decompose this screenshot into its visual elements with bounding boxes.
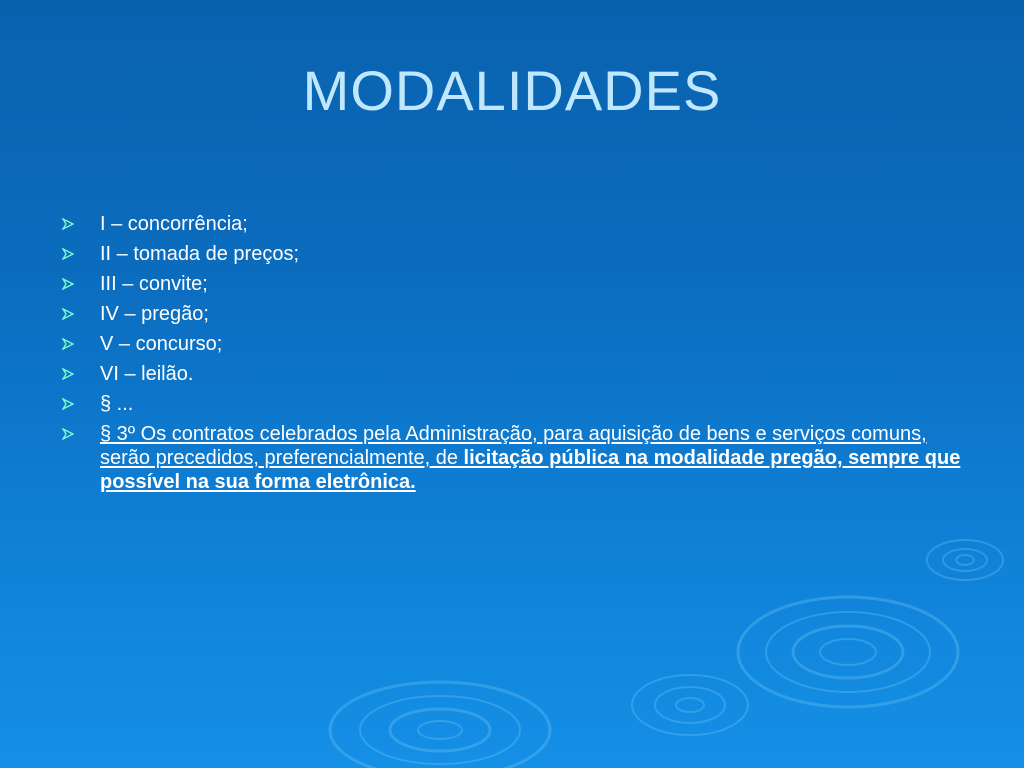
bullet-item-pregao xyxy=(60,302,965,326)
slide-title: MODALIDADES xyxy=(302,59,722,122)
arrow-bullet-icon xyxy=(62,338,74,350)
arrow-bullet-icon xyxy=(62,218,74,230)
bullet-item-leilao xyxy=(60,362,965,386)
bullet-text: I – concorrência; xyxy=(100,213,248,235)
arrow-bullet-icon xyxy=(62,278,74,290)
bullet-text: § ... xyxy=(100,393,134,415)
bullet-item-concorrencia xyxy=(60,212,965,236)
bullet-text: VI – leilão. xyxy=(100,363,194,385)
bullet-item-ellipsis xyxy=(60,392,965,416)
paragraph-3-bold-text: licitação pública na modalidade pregão, sempre que possível na sua forma eletrônica. xyxy=(100,447,961,493)
arrow-bullet-icon xyxy=(62,428,74,440)
bullet-item-convite xyxy=(60,272,965,296)
arrow-bullet-icon xyxy=(62,398,74,410)
bullet-text: II – tomada de preços; xyxy=(100,243,300,265)
bullet-item-concurso xyxy=(60,332,965,356)
bullet-item-tomada-de-precos xyxy=(60,242,965,266)
bullet-text: V – concurso; xyxy=(100,333,223,355)
arrow-bullet-icon xyxy=(62,308,74,320)
paragraph-3-normal-text: § 3º Os contratos celebrados pela Administração, para aquisição de bens e serviços comuns, serão precedidos, preferencialmente, de xyxy=(100,423,927,469)
bullet-text: IV – pregão; xyxy=(100,303,209,325)
bullet-text: III – convite; xyxy=(100,273,208,295)
arrow-bullet-icon xyxy=(62,368,74,380)
arrow-bullet-icon xyxy=(62,248,74,260)
bullet-item-paragraph-3[interactable] xyxy=(60,422,965,494)
bullet-list xyxy=(60,212,965,500)
paragraph-3-link[interactable] xyxy=(100,423,960,493)
